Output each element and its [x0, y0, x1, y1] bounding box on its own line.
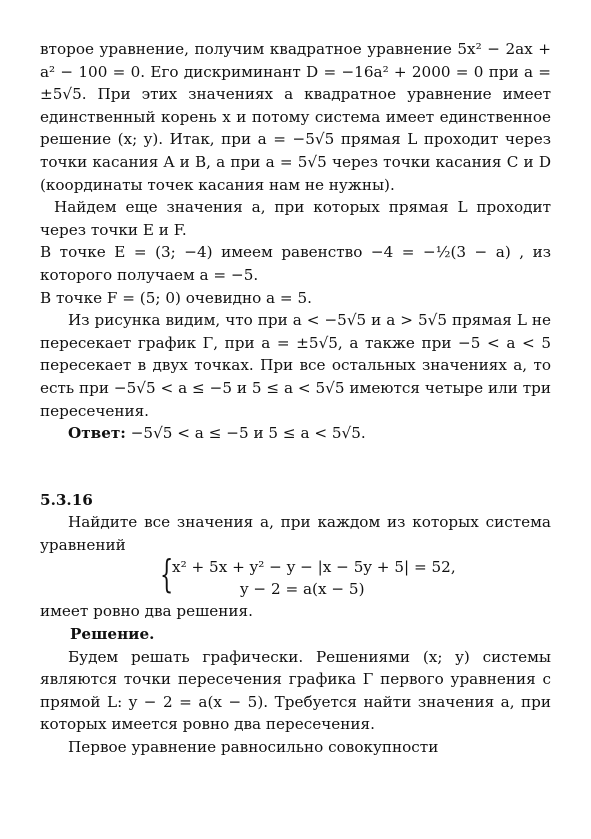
solution-paragraph-2: Первое уравнение равносильно совокупности — [68, 738, 439, 757]
problem-statement: Найдите все значения a, при каждом из которых система уравнений — [40, 513, 551, 554]
solution-paragraph-1: Будем решать графически. Решениями (x; y) системы являются точки пересечения графика Γ первого уравнения с прямой L: y − 2 = a(x − 5). Требуется найти значения a, при которых имеется ровно два пересечения. — [40, 647, 551, 734]
system-equation-2: y − 2 = a(x − 5) — [240, 580, 365, 599]
paragraph-find-values: Найдем еще значения a, при которых прямая L проходит через точки E и F. — [40, 198, 551, 239]
problem-number: 5.3.16 — [40, 490, 93, 509]
document-page — [40, 38, 551, 759]
answer-text: −5√5 < a ≤ −5 и 5 ≤ a < 5√5. — [125, 424, 366, 443]
answer-label: Ответ: — [68, 424, 126, 443]
paragraph-from-figure: Из рисунка видим, что при a < −5√5 и a > 5√5 прямая L не пересекает график Γ, при a = ±5√5, а также при −5 < a < 5 пересекает в двух точках. При все остальных значениях a, то есть при −5√5 < a ≤ −5 и 5 ≤ a < 5√5 имеются четыре или три пересечения. — [40, 311, 551, 420]
paragraph-point-e: В точке E = (3; −4) имеем равенство −4 = −½(3 − a) , из которого получаем a = −5. — [40, 243, 551, 284]
system-equation-1: x² + 5x + y² − y − |x − 5y + 5| = 52, — [172, 558, 456, 577]
problem-condition: имеет ровно два решения. — [40, 602, 253, 621]
paragraph-point-f: В точке F = (5; 0) очевидно a = 5. — [40, 288, 312, 307]
system-brace-icon: { — [160, 552, 174, 597]
section-gap — [40, 445, 551, 489]
solution-heading: Решение. — [70, 625, 155, 644]
equation-system — [160, 552, 551, 600]
paragraph-discriminant: второе уравнение, получим квадратное уравнение 5x² − 2ax + a² − 100 = 0. Его дискриминант D = −16a² + 2000 = 0 при a = ±5√5. При этих значениях a квадратное уравнение имеет единственный корень x и потому система имеет единственное решение (x; y). Итак, при a = −5√5 прямая L проходит через точки касания A и B, а при a = 5√5 через точки касания C и D (координаты точек касания нам не нужны). — [40, 40, 551, 194]
answer-line — [40, 422, 551, 445]
